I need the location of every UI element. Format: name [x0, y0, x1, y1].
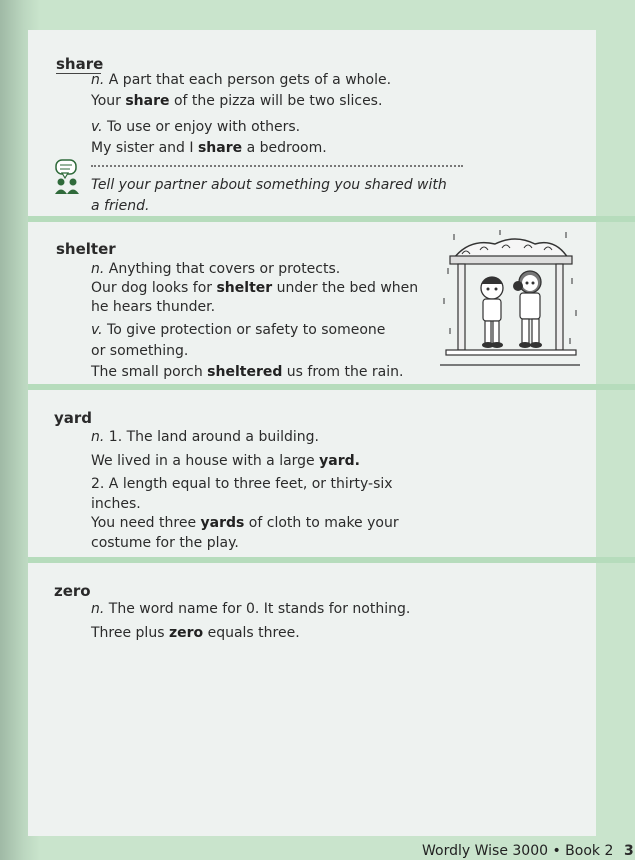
- example-text: My sister and I: [91, 140, 198, 156]
- yard-definition-2: 2. A length equal to three feet, or thirty-six: [91, 476, 393, 492]
- zero-example: [91, 623, 300, 643]
- yard-definition-1: [91, 427, 319, 447]
- example-keyword: zero: [168, 625, 204, 641]
- entry-separator: [28, 557, 635, 563]
- headword-shelter: shelter: [56, 240, 116, 258]
- example-text: You need three: [91, 515, 201, 531]
- porch-rain-illustration: [440, 228, 580, 370]
- example-text: of cloth to make your: [244, 515, 399, 531]
- page-number: 3: [624, 843, 634, 859]
- example-text: us from the rain.: [282, 364, 404, 380]
- headword-yard: yard: [54, 409, 93, 427]
- shelter-noun-example: [91, 278, 418, 298]
- share-verb-definition: [91, 117, 300, 137]
- part-of-speech: v.: [91, 322, 103, 338]
- example-text: Our dog looks for: [91, 280, 217, 296]
- yard-example-2-cont: costume for the play.: [91, 535, 239, 551]
- example-keyword: shelter: [216, 280, 273, 296]
- talking-partners-icon: [52, 158, 84, 196]
- example-keyword: share: [125, 93, 170, 109]
- definition-text: To give protection or safety to someone: [107, 322, 386, 338]
- entry-separator: [28, 384, 635, 390]
- shelter-verb-definition: [91, 320, 385, 340]
- yard-example-2: [91, 513, 399, 533]
- dotted-divider: [91, 165, 463, 167]
- definition-text: To use or enjoy with others.: [107, 119, 301, 135]
- zero-definition: [91, 599, 410, 619]
- definition-text: A part that each person gets of a whole.: [108, 72, 392, 88]
- headword-zero: zero: [54, 582, 91, 600]
- example-text: The small porch: [91, 364, 208, 380]
- book-footer: Wordly Wise 3000 • Book 2: [422, 843, 614, 859]
- part-of-speech: n.: [91, 601, 105, 617]
- example-text: of the pizza will be two slices.: [169, 93, 383, 109]
- example-text: under the bed when: [272, 280, 419, 296]
- example-text: a bedroom.: [242, 140, 327, 156]
- part-of-speech: v.: [91, 119, 103, 135]
- example-text: Your: [91, 93, 126, 109]
- example-keyword: yards: [200, 515, 245, 531]
- partner-prompt-line: Tell your partner about something you shared with: [91, 177, 447, 193]
- shelter-noun-example-cont: he hears thunder.: [91, 299, 216, 315]
- shelter-noun-definition: [91, 259, 340, 279]
- example-text: Three plus: [91, 625, 169, 641]
- share-noun-definition: [91, 70, 391, 90]
- example-keyword: sheltered: [207, 364, 283, 380]
- example-text: We lived in a house with a large: [91, 453, 320, 469]
- partner-prompt-line: a friend.: [91, 198, 150, 214]
- definition-text: 1. The land around a building.: [108, 429, 319, 445]
- headword-share: share: [56, 55, 104, 73]
- definition-text: The word name for 0. It stands for nothing.: [108, 601, 411, 617]
- part-of-speech: n.: [91, 261, 105, 277]
- share-noun-example: [91, 91, 382, 111]
- shelter-verb-example: [91, 362, 403, 382]
- share-verb-example: [91, 138, 327, 158]
- part-of-speech: n.: [91, 429, 105, 445]
- shelter-verb-definition-cont: or something.: [91, 343, 189, 359]
- yard-example-1: [91, 451, 360, 471]
- definition-text: Anything that covers or protects.: [108, 261, 341, 277]
- example-keyword: yard.: [319, 453, 360, 469]
- entry-separator: [28, 216, 635, 222]
- example-text: equals three.: [203, 625, 300, 641]
- part-of-speech: n.: [91, 72, 105, 88]
- yard-definition-2-cont: inches.: [91, 496, 141, 512]
- example-keyword: share: [197, 140, 243, 156]
